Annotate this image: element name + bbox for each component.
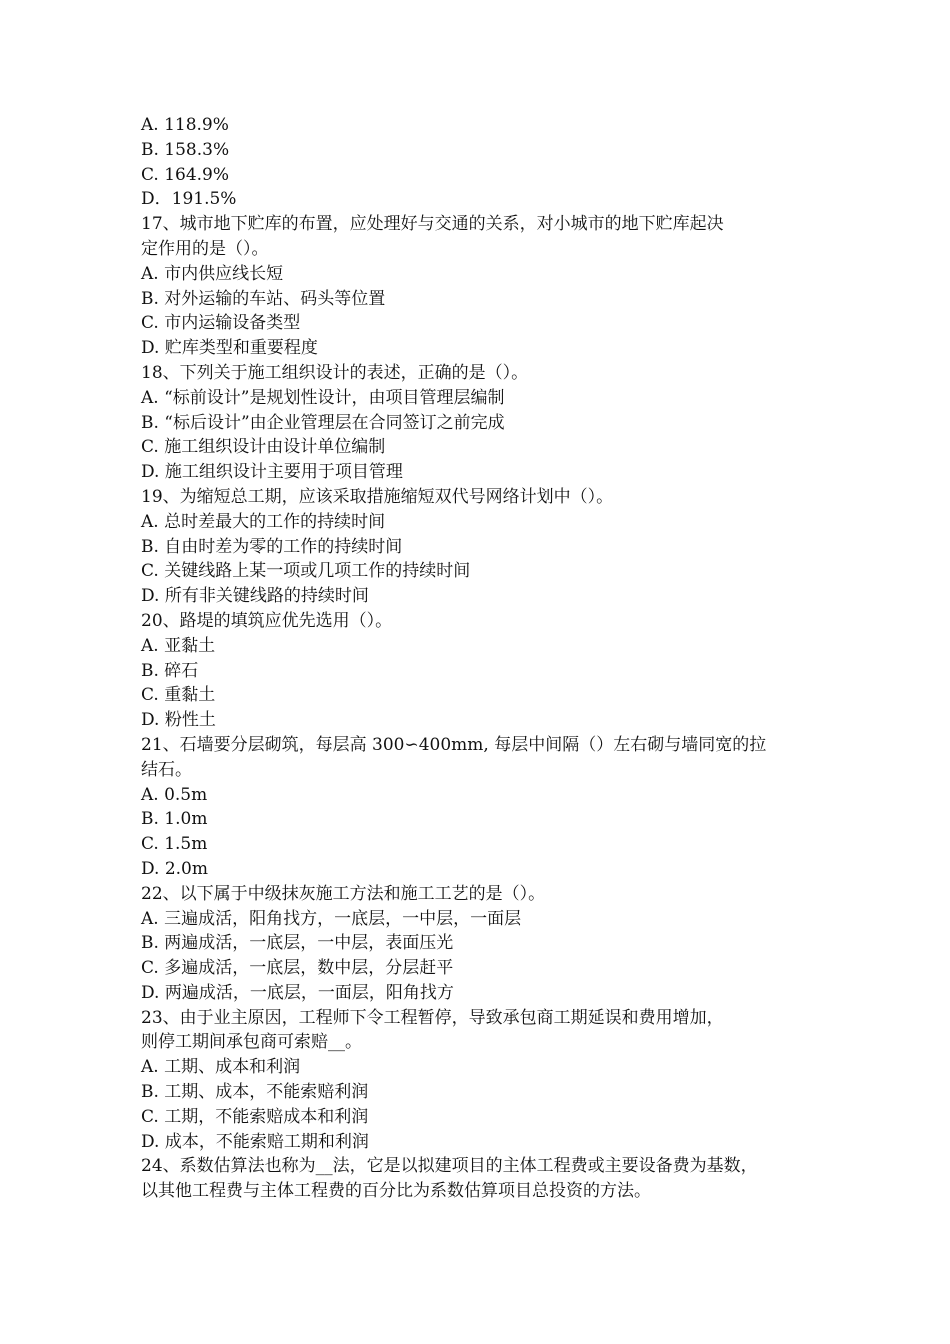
question-line: 20、路堤的填筑应优先选用（）。 [141,610,393,631]
question-line: 23、由于业主原因，工程师下令工程暂停，导致承包商工期延误和费用增加， [141,1007,724,1028]
option-line: A. 118.9% [141,115,229,135]
option-line: B. 自由时差为零的工作的持续时间 [141,536,403,557]
question-line: 22、以下属于中级抹灰施工方法和施工工艺的是（）。 [141,883,546,904]
option-line: B. 工期、成本，不能索赔利润 [141,1082,369,1103]
question-line: 定作用的是（）。 [141,238,269,259]
option-line: D. 两遍成活，一底层，一面层，阳角找方 [141,982,454,1003]
option-line: C. 1.5m [141,834,208,855]
option-line: D. 成本，不能索赔工期和利润 [141,1131,369,1152]
option-line: C. 市内运输设备类型 [141,313,301,334]
question-line: 19、为缩短总工期，应该采取措施缩短双代号网络计划中（）。 [141,486,614,507]
option-line: C. 多遍成活，一底层，数中层，分层赶平 [141,958,454,979]
option-line: D．191.5% [141,189,237,210]
question-line: 17、城市地下贮库的布置，应处理好与交通的关系，对小城市的地下贮库起决 [141,214,724,235]
question-line: 结石。 [141,759,192,780]
question-line: 21、石墙要分层砌筑，每层高 300∽400mm, 每层中间隔（）左右砌与墙同宽的拉 [141,734,767,755]
option-line: A. 三遍成活，阳角找方，一底层，一中层，一面层 [141,908,522,929]
option-line: A. 工期、成本和利润 [141,1057,301,1078]
option-line: C. 重黏土 [141,685,216,706]
option-line: C. 关键线路上某一项或几项工作的持续时间 [141,561,471,582]
option-line: B. 碎石 [141,660,199,681]
option-line: C. 工期，不能索赔成本和利润 [141,1106,369,1127]
option-line: A. 亚黏土 [141,635,216,656]
document-body [141,113,841,1204]
question-line: 以其他工程费与主体工程费的百分比为系数估算项目总投资的方法。 [141,1181,651,1202]
question-line: 18、下列关于施工组织设计的表述，正确的是（）。 [141,362,529,383]
option-line: D. 施工组织设计主要用于项目管理 [141,462,403,483]
question-line: 24、系数估算法也称为__法，它是以拟建项目的主体工程费或主要设备费为基数， [141,1156,758,1177]
option-line: D. 粉性土 [141,710,216,731]
option-line: D. 2.0m [141,858,208,879]
option-line: A. “标前设计”是规划性设计，由项目管理层编制 [141,387,505,408]
option-line: B. 两遍成活，一底层，一中层，表面压光 [141,933,454,954]
option-line: D. 所有非关键线路的持续时间 [141,586,369,607]
option-line: A. 0.5m [141,784,208,805]
question-line: 则停工期间承包商可索赔__。 [141,1032,362,1053]
option-line: C. 164.9% [141,164,230,185]
option-line: B. 对外运输的车站、码头等位置 [141,288,386,309]
option-line: B. 158.3% [141,139,230,160]
option-line: B. 1.0m [141,809,208,830]
option-line: C. 施工组织设计由设计单位编制 [141,437,386,458]
option-line: A. 市内供应线长短 [141,263,284,284]
option-line: B. “标后设计”由企业管理层在合同签订之前完成 [141,412,505,433]
option-line: D. 贮库类型和重要程度 [141,338,318,359]
option-line: A. 总时差最大的工作的持续时间 [141,511,386,532]
